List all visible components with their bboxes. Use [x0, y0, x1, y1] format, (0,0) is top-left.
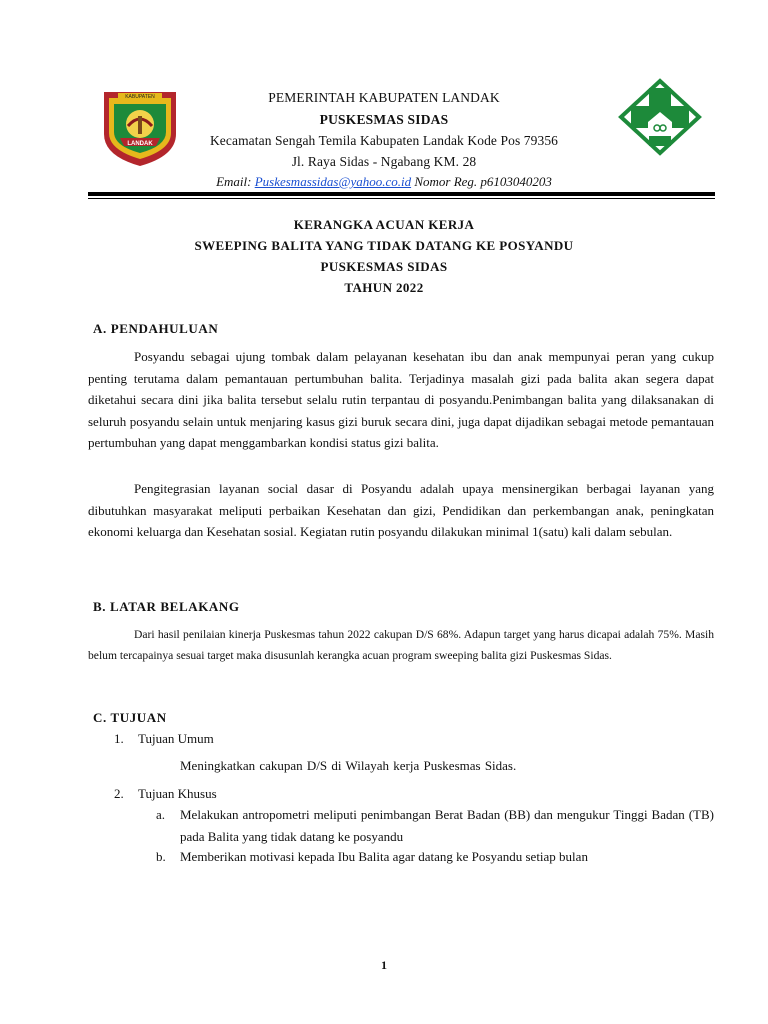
page-number: 1 [381, 958, 387, 972]
logo-text-top: KABUPATEN [125, 94, 155, 100]
sub-item-a-text: Melakukan antropometri meliputi penimbangan Berat Badan (BB) dan mengukur Tinggi Badan (TB) pada Balita yang tidak datang ke posyandu [180, 807, 714, 844]
header-puskesmas: PUSKESMAS SIDAS [319, 112, 449, 127]
section-a-heading: A. PENDAHULUAN [93, 321, 219, 336]
header-divider-thin [88, 198, 715, 199]
tujuan-khusus-label: Tujuan Khusus [138, 786, 217, 801]
sub-item-a-mark: a. [156, 807, 166, 822]
section-b-paragraph: Dari hasil penilaian kinerja Puskesmas tahun 2022 cakupan D/S 68%. Adapun target yang harus dicapai adalah 75%. Masih belum tercapainya sesuai target maka disusunlah kerangka acuan program sweeping balita gizi Puskesmas Sidas. [88, 628, 714, 662]
sub-item-b-text: Memberikan motivasi kepada Ibu Balita agar datang ke Posyandu setiap bulan [180, 849, 588, 864]
registration-number: Nomor Reg. p6103040203 [411, 174, 552, 189]
section-a-paragraph-2: Pengitegrasian layanan social dasar di Posyandu adalah upaya mensinergikan berbagai layanan yang dibutuhkan masyarakat meliputi perbaikan Kesehatan dan gizi, Pendidikan dan perkembangan anak, peningkatan ekonomi keluarga dan Kesehatan sosial. Kegiatan rutin posyandu dilakukan minimal 1(satu) kali dalam sebulan. [88, 481, 714, 539]
tujuan-umum-label: Tujuan Umum [138, 731, 214, 746]
header-contact [0, 174, 768, 190]
doc-title-line2: SWEEPING BALITA YANG TIDAK DATANG KE POSYANDU [194, 238, 574, 253]
list-number-1: 1. [114, 731, 124, 746]
list-number-2: 2. [114, 786, 124, 801]
section-a-paragraph-1: Posyandu sebagai ujung tombak dalam pelayanan kesehatan ibu dan anak mempunyai peran yang cukup penting terutama dalam pemantauan pertumbuhan balita. Terjadinya masalah gizi pada balita akan segera dapat diketahui secara dini jika balita tersebut selalu rutin terpantau di posyandu.Penimbangan balita yang dilaksanakan di seluruh posyandu selain untuk menjaring kasus gizi buruk secara dini, juga dapat dijadikan sebagai metode pemantauan pertumbuhan yang dapat menggambarkan kondisi status gizi balita. [88, 349, 714, 450]
header-address: Kecamatan Sengah Temila Kabupaten Landak Kode Pos 79356 [209, 133, 559, 148]
header-road: Jl. Raya Sidas - Ngabang KM. 28 [291, 154, 477, 169]
email-link[interactable]: Puskesmassidas@yahoo.co.id [254, 174, 412, 189]
header-government: PEMERINTAH KABUPATEN LANDAK [268, 90, 500, 105]
tujuan-umum-text: Meningkatkan cakupan D/S di Wilayah kerja Puskesmas Sidas. [180, 758, 517, 773]
section-c-heading: C. TUJUAN [93, 710, 167, 725]
logo-text-bottom: LANDAK [127, 141, 153, 147]
doc-title-line3: PUSKESMAS SIDAS [320, 259, 448, 274]
section-b-heading: B. LATAR BELAKANG [93, 599, 240, 614]
header-divider-thick [88, 192, 715, 196]
email-label: Email: [216, 174, 255, 189]
doc-title-line1: KERANGKA ACUAN KERJA [293, 217, 475, 232]
doc-title-line4: TAHUN 2022 [344, 280, 424, 295]
sub-item-b-mark: b. [156, 849, 166, 864]
